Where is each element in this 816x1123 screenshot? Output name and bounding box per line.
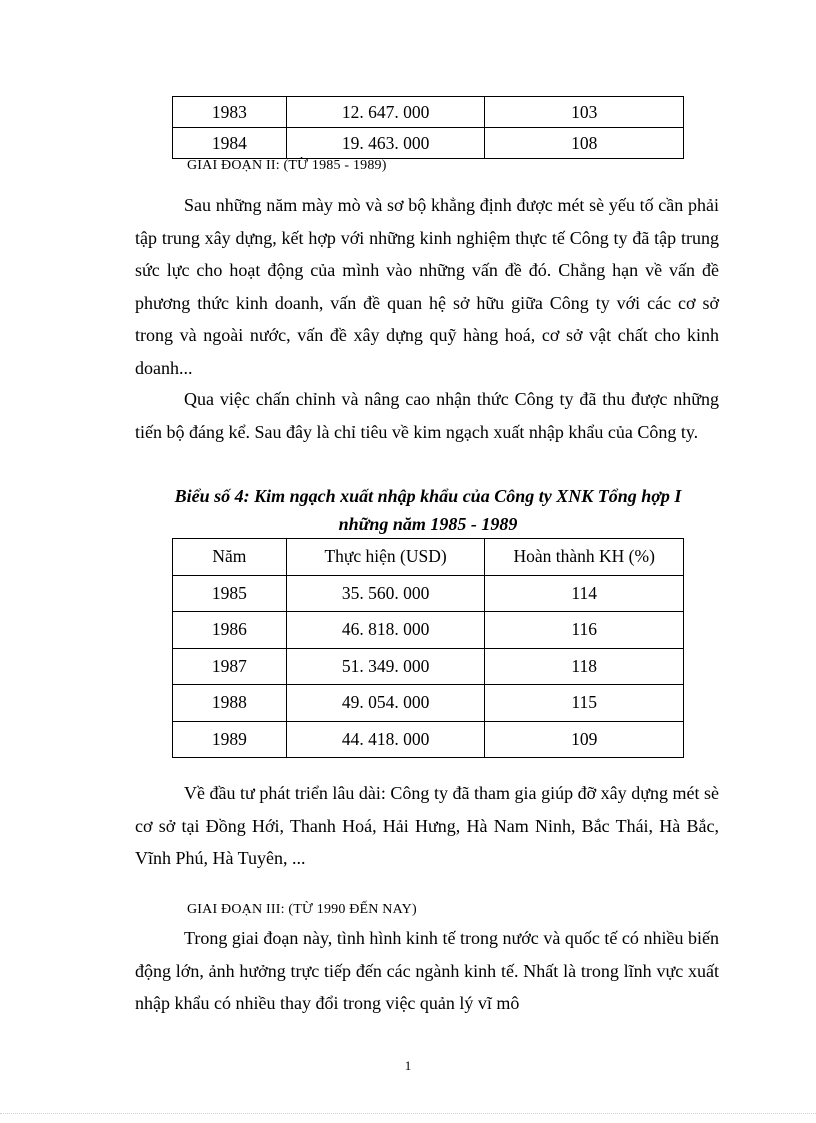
table-cell-value: 46. 818. 000 [286,612,485,649]
table-cell-percent: 103 [485,97,684,128]
table-row [173,648,684,685]
paragraph-giai-doan-3: Trong giai đoạn này, tình hình kinh tế trong nước và quốc tế có nhiều biến động lớn, ảnh hưởng trực tiếp đến các ngành kinh tế. Nhất là trong lĩnh vực xuất nhập khẩu có nhiều thay đổi trong việc quản lý vĩ mô [135,928,719,1013]
table-cell-value: 51. 349. 000 [286,648,485,685]
page-bottom-divider [0,1113,816,1114]
table-cell-year: 1988 [173,685,287,722]
table-cell-percent: 108 [485,128,684,159]
table-cell-value: 44. 418. 000 [286,721,485,758]
table-cell-year: 1985 [173,575,287,612]
column-header-hoan-thanh: Hoàn thành KH (%) [485,539,684,576]
table-cell-year: 1986 [173,612,287,649]
table-continued-1983-1984 [172,96,684,159]
table-row [173,97,684,128]
table-cell-percent: 115 [485,685,684,722]
table-cell-year: 1984 [173,128,287,159]
column-header-nam: Năm [173,539,287,576]
paragraph-chan-chinh: Qua việc chấn chỉnh và nâng cao nhận thức Công ty đã thu được những tiến bộ đáng kể. Sau đây là chỉ tiêu về kim ngạch xuất nhập khẩu của Công ty. [135,389,719,442]
table-cell-value: 12. 647. 000 [286,97,485,128]
table-cell-year: 1989 [173,721,287,758]
section-heading-giai-doan-2: GIAI ĐOẠN II: (TỪ 1985 - 1989) [187,158,387,173]
table-caption-line-1: Biểu số 4: Kim ngạch xuất nhập khẩu của Công ty XNK Tổng hợp I [174,486,682,506]
table-bieu-so-4 [172,538,684,758]
table-row [173,612,684,649]
table-caption-line-2: những năm 1985 - 1989 [338,514,518,534]
table-cell-value: 19. 463. 000 [286,128,485,159]
table-cell-year: 1983 [173,97,287,128]
section-heading-giai-doan-3: GIAI ĐOẠN III: (TỪ 1990 ĐẾN NAY) [187,902,417,917]
table-cell-percent: 118 [485,648,684,685]
table-row [173,575,684,612]
column-header-thuc-hien: Thực hiện (USD) [286,539,485,576]
table-row [173,685,684,722]
table-cell-percent: 114 [485,575,684,612]
table-header-row [173,539,684,576]
paragraph-giai-doan-2: Sau những năm mày mò và sơ bộ khẳng định được mét sè yếu tố cần phải tập trung xây dựng, kết hợp với những kinh nghiệm thực tế Công ty đã tập trung sức lực cho hoạt động của mình vào những vấn đề đó. Chẳng hạn về vấn đề phương thức kinh doanh, vấn đề quan hệ sở hữu giữa Công ty với các cơ sở trong và ngoài nước, vấn đề xây dựng quỹ hàng hoá, cơ sở vật chất cho kinh doanh... [135,195,719,378]
table-row [173,128,684,159]
table-cell-value: 35. 560. 000 [286,575,485,612]
table-cell-percent: 109 [485,721,684,758]
table-cell-value: 49. 054. 000 [286,685,485,722]
table-cell-year: 1987 [173,648,287,685]
page-number: 1 [404,1058,412,1073]
table-cell-percent: 116 [485,612,684,649]
paragraph-dau-tu: Về đầu tư phát triển lâu dài: Công ty đã tham gia giúp đỡ xây dựng mét sè cơ sở tại Đồng Hới, Thanh Hoá, Hải Hưng, Hà Nam Ninh, Bắc Thái, Hà Bắc, Vĩnh Phú, Hà Tuyên, ... [135,783,719,868]
table-row [173,721,684,758]
